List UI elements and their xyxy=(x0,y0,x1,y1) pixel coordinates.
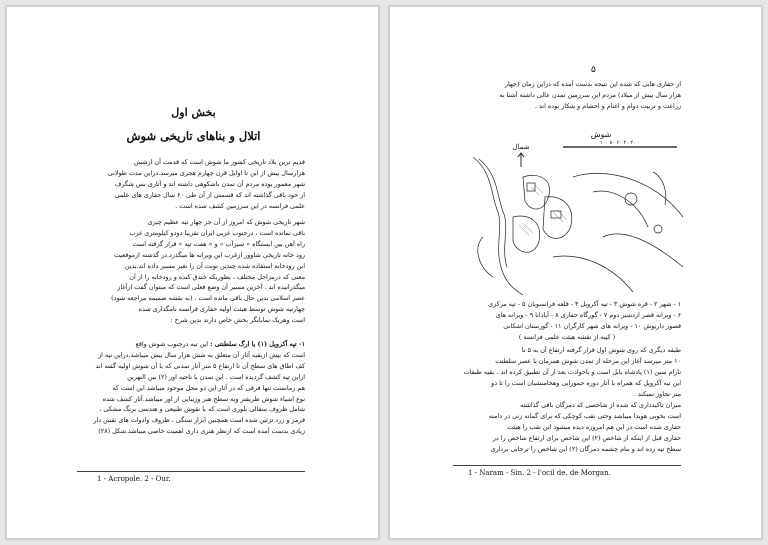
text-line: شامل ظروف سفالی بلوری است که با نقوش طبیعی و هندسی برنگ مشکی ، xyxy=(99,405,305,414)
text-line: متر تجاوز نمیکند . xyxy=(633,389,681,398)
text-line: رود خانه تاریخی شاوور ازغرب این ویرانه ها میگذرد.در گذشته ازموقعیت xyxy=(113,250,305,259)
text-line: ازاین تپه کشف گردیده است . این تمدن با ناحیه اور (۲) بین النهرین xyxy=(127,372,305,381)
legend-line: ۱ - شهر ۲ - قره شوش ۳ - تپه آکروپل ۴ - قلعه فرانسویان ۵ - تپه مرکزی xyxy=(488,300,681,308)
text-line: است وهریک نمایانگر بخش خاص دارند بدین شرح : xyxy=(170,316,305,325)
text-line: از خود باقی گذاشته اند که قسمتی از آن طی ۶۰ سال حفاری های علمی xyxy=(114,190,305,199)
footnote: 1 - Acropole. 2 - Our. xyxy=(97,475,171,483)
map-scale-bar xyxy=(563,140,677,147)
legend-line: قصور داریوش ۱۰ - ویرانه های شهر کارگران ۱۱ - گورستان اشکانی xyxy=(503,321,681,330)
text-line: نوع اشیاء شوش ظریفتر وبه سطح هنر وزیبایی از اور میباشد.آثار کشف شده xyxy=(102,394,305,403)
text-line: میگذرانیده اند . آخرین مسیر آن وضع فعلی است که میتوان گفت ازآغاز xyxy=(117,283,305,292)
text-line: قدیم ترین بلاد تاریخی کشور ما شوش است که قدمت آن ازشش xyxy=(134,158,305,166)
map-scale-label: ۱۰۰ ۸۰ ۶۰ ۴۰ ۲۰ ۰ xyxy=(599,140,641,146)
map-north-label: شمال xyxy=(512,143,530,151)
text-line: هزار سال پیش از میلاد) مردم این سرزمین تمدن عالی داشته آشنا به xyxy=(499,90,681,99)
text-line: است که بیش ازبقیه آثار آن متعلق به شش هزار سال پیش میباشد.دراین تپه از xyxy=(98,350,305,359)
text-line: زراعت و تربیت دوام و اغنام و احشام و شکار بوده اند . xyxy=(534,101,681,110)
map-drawing xyxy=(473,157,683,295)
text-line: این تپه آکروپل که همراه با آثار دوره حمورابی وهخامنشیان است را تا دو xyxy=(491,378,681,387)
text-line: نارام سین (۱) پادشاه بابل است و باحوادث بعد از آن تطبیق کرده اند . بقیه طبقات xyxy=(463,367,681,376)
text-line: عصر اسلامی بدین حال باقی مانده است . (به نقشه ضمیمه مراجعه شود) xyxy=(111,294,305,303)
north-arrow-icon xyxy=(518,153,524,167)
text-line: ۱۰ متر میرسد آغاز این مرحله از تمدن شوش همزمان با عصر سلطنت xyxy=(495,356,681,365)
text-line: هم زمانست تنها فرقی که در آثار این دو محل موجود میباشد این است که xyxy=(112,383,305,392)
text-line: معنی که درمراحل مختلف ، بطوریکه خندق کنده و رودخانه را از آن xyxy=(129,272,305,281)
text-line: قرمز و زرد تزئین شده است همچنین ابزار سنگی ، ظروف وادوات های نقش دار xyxy=(93,416,305,425)
text-line: کف اطاق های سطح آن تا ارتفاع ۵ متر آثار تمدنی که با آن شوش اولیه گفته اند xyxy=(95,361,305,370)
footnote-rule xyxy=(77,471,305,472)
section-heading-line xyxy=(77,339,305,350)
paragraph-2 xyxy=(77,217,305,326)
susa-site-map xyxy=(453,117,697,297)
text-line: از حفاری هایی که شده این نتیجه بدست آمده که دراین زمان (چهار xyxy=(504,80,681,88)
left-book-page xyxy=(6,6,379,539)
text-line: شهر تاریخی شوش که امروز از آن جز چهار تپه عظیم چیزی xyxy=(147,218,305,226)
map-legend xyxy=(453,299,681,343)
text-line: است بخوبی هویدا میباشد وحتی نقب کوچکی که برای گمانه زنی در دامنه xyxy=(488,411,681,420)
text-line: این رودخانه استفاده شده چندین نوبت آن را تغیر مسیر داده اند.بدین xyxy=(124,261,305,270)
paragraph-1 xyxy=(453,345,681,400)
section-1-heading: ۱- تپه آکروپل (۱) یا ارگ سلطنتی : xyxy=(210,340,305,348)
text-line: حفاری قبل از اینکه از شاخص (۲) این شاخص برای ارتفاع شاخص را در xyxy=(492,433,681,442)
paragraph-2 xyxy=(453,400,681,455)
text-line: هزارسال پیش از این تا اوایل قرن چهارم هجری میرسد.دراین مدت طولانی xyxy=(107,168,305,177)
text-line: شهر معمور بوده مردم آن تمدن باشکوهی داشته اند و آثاری بس شگرف xyxy=(114,179,305,188)
footnote-rule xyxy=(453,465,681,466)
map-title: شوش xyxy=(590,130,612,139)
legend-note: ( کپیه از نقشه هیئت علمی فرانسه ) xyxy=(518,332,616,341)
chapter-title: اتلال و بناهای تاریخی شوش xyxy=(126,129,261,143)
part-title: بخش اول xyxy=(171,106,216,119)
text-line: سطح تپه زده اند و بنام چشمه دمرگان (۲) این شاخص را ترجایی برداری xyxy=(490,444,681,453)
legend-line: ۶ - ویرانه قصر اردشیر دوم ۷ - گورگاه حفاری ۸ - آپادانا ۹ - ویرانه های xyxy=(495,310,681,319)
section-1 xyxy=(77,339,305,437)
intro-paragraph xyxy=(453,79,681,112)
text-line: چهارتپه شوش توسط هیئت اولیه حفاری فرانسه نامگذاری شده xyxy=(138,305,305,314)
footnote: 1 - Naram - Sin. 2 - l'ocil de. de Morgan. xyxy=(468,469,611,477)
paragraph-1 xyxy=(77,157,305,212)
page-number: ۵ xyxy=(591,65,596,75)
text-line: راه آهن بین ایستگاه « سیزآب » و « هفت تپه » قرار گرفته است xyxy=(132,239,305,248)
text-line: علمی فرانسه در این سرزمین کشف شده است . xyxy=(175,201,305,210)
text-line: زیادی بدست آمده است که ازنظر هنری داری اهمیت خاصی میباشد.شکل (۲۸) xyxy=(98,427,305,436)
right-book-page xyxy=(389,6,762,539)
section-1-heading-rest: این تپه درجنوب شوش واقع xyxy=(135,340,209,348)
text-line: باقی نمانده است ، درجنوب غربی ایران تقریبا دودو کیلومتری غرب xyxy=(129,228,305,237)
text-line: میزان تاکیدداری که شده از شاخصی که دمرگان باقی گذاشته xyxy=(520,401,681,409)
text-line: طبقه دیگری که روی شوش اول قرار گرفته ارتفاع آن به ۵ تا xyxy=(521,346,681,354)
text-line: حفاری شده است در این هم امروزه دیده میشود این نقب را هیئت xyxy=(507,422,681,431)
